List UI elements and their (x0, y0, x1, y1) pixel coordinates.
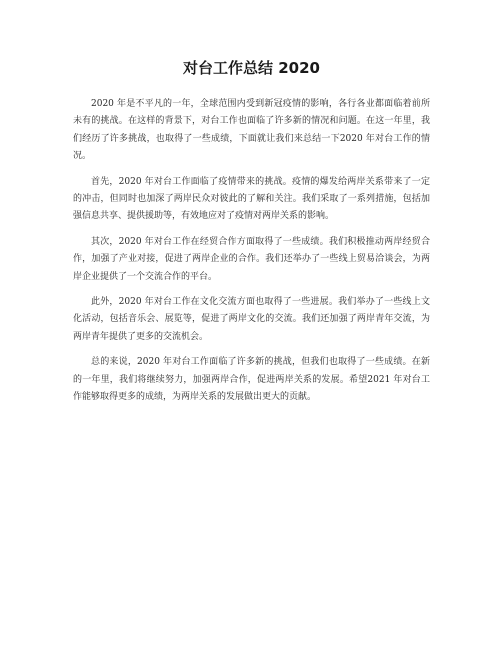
paragraph-intro: 2020 年是不平凡的一年，全球范围内受到新冠疫情的影响，各行各业都面临着前所未有的挑战。在这样的背景下，对台工作也面临了许多新的情况和问题。在这一年里，我们经历了许多挑战，也取得了一些成绩，下面就让我们来总结一下2020 年对台工作的情况。 (73, 99, 430, 162)
paragraph-culture: 此外，2020 年对台工作在文化交流方面也取得了一些进展。我们举办了一些线上文化活动，包括音乐会、展览等，促进了两岸文化的交流。我们还加强了两岸青年交流，为两岸青年提供了更多的交流机会。 (73, 297, 430, 342)
paragraph-epidemic: 首先，2020 年对台工作面临了疫情带来的挑战。疫情的爆发给两岸关系带来了一定的冲击，但同时也加深了两岸民众对彼此的了解和关注。我们采取了一系列措施，包括加强信息共享、提供援助等，有效地应对了疫情对两岸关系的影响。 (73, 176, 430, 222)
document-title: 对台工作总结 2020 (183, 59, 320, 77)
paragraph-conclusion: 总的来说，2020 年对台工作面临了许多新的挑战，但我们也取得了一些成绩。在新的一年里，我们将继续努力，加强两岸合作，促进两岸关系的发展。希望2021 年对台工作能够取得更多的成绩，为两岸关系的发展做出更大的贡献。 (73, 357, 430, 403)
paragraph-economy-trade: 其次，2020 年对台工作在经贸合作方面取得了一些成绩。我们积极推动两岸经贸合作，加强了产业对接，促进了两岸企业的合作。我们还举办了一些线上贸易洽谈会，为两岸企业提供了一个交流合作的平台。 (73, 236, 430, 282)
